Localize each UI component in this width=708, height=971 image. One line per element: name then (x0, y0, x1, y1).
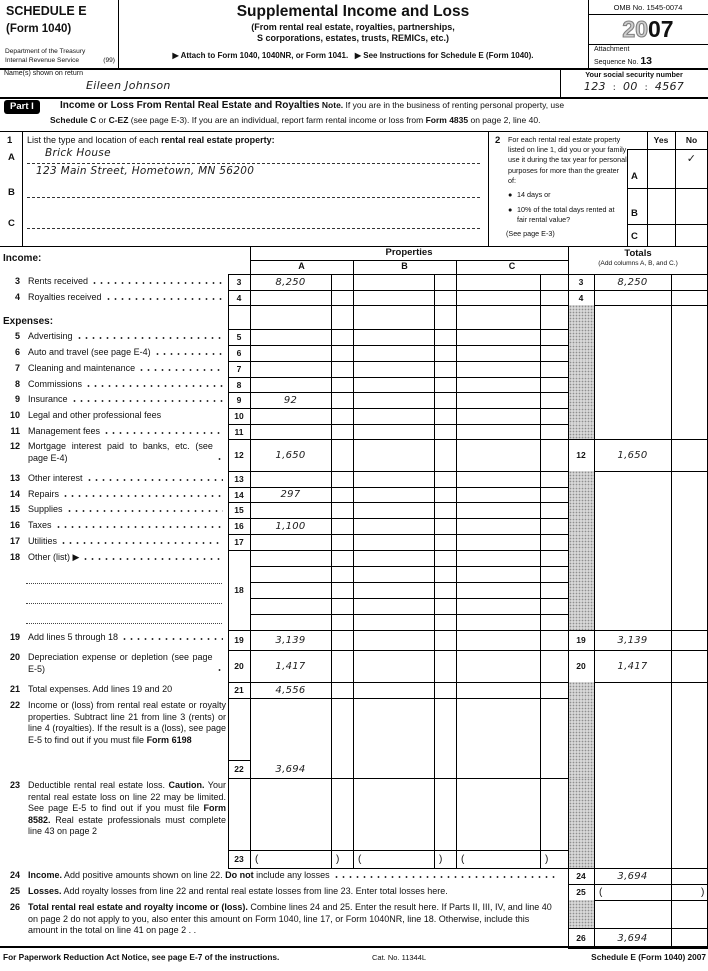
line-26-total-amount[interactable]: 3,694 (617, 932, 648, 944)
line-12-totals-number: 12 (576, 450, 586, 460)
ssn-separator: : (609, 83, 620, 93)
answer-a-no-cell[interactable]: ✓ (686, 152, 697, 165)
property-column-header-A: A (298, 261, 305, 271)
grid-line (228, 361, 568, 362)
dept-99: (99) (103, 57, 115, 64)
ssn-part3: 4567 (654, 80, 685, 93)
bullet-dot: ● (508, 205, 513, 214)
line-6-label: 6 Auto and travel (see page E-4) (0, 345, 228, 361)
answer-row-c-letter: C (631, 231, 638, 242)
line-15-label: 15 Supplies (0, 502, 228, 518)
grid-line (228, 502, 568, 503)
line-17-number: 17 (234, 537, 244, 547)
line-24-totals-number: 24 (576, 871, 586, 881)
line-9-label: 9 Insurance (0, 392, 228, 408)
line-19-totals-number: 19 (576, 635, 586, 645)
ssn-label: Your social security number (585, 70, 683, 79)
open-paren: ( (255, 853, 259, 865)
line-20-label: 20 Depreciation expense or depletion (see page E-5) (0, 650, 228, 682)
property-column-header-C: C (508, 261, 516, 271)
grid-line (568, 246, 569, 948)
name-label: Name(s) shown on return (4, 70, 83, 77)
attach-text: ▶ Attach to Form 1040, 1040NR, or Form 1041. (172, 51, 349, 60)
line-20-total-amount[interactable]: 1,417 (617, 660, 648, 672)
answer-row-a-letter: A (631, 171, 638, 182)
entry-line[interactable] (26, 622, 222, 624)
entry-line[interactable] (27, 184, 480, 198)
grid-line (228, 290, 568, 291)
line-13-label: 13 Other interest (0, 471, 228, 487)
line-12-total-amount[interactable]: 1,650 (617, 449, 648, 461)
line-21-col-a-amount[interactable]: 4,556 (275, 684, 306, 696)
line-20-col-a-amount[interactable]: 1,417 (275, 660, 306, 672)
line1-number: 1 (7, 135, 13, 146)
line-15-number: 15 (234, 505, 244, 515)
totals-subheader: (Add columns A, B, and C.) (598, 260, 678, 267)
line-22-col-a-amount[interactable]: 3,694 (275, 763, 306, 775)
expenses-section-label: Expenses: (3, 316, 54, 327)
line-16-label: 16 Taxes (0, 518, 228, 534)
line-3-total-amount[interactable]: 8,250 (617, 276, 648, 288)
open-paren: ( (461, 853, 465, 865)
tax-year (588, 15, 708, 43)
line-12-number: 12 (234, 450, 244, 460)
schedule-label: SCHEDULE E (6, 4, 87, 18)
grid-line (456, 260, 457, 868)
bullet-dot: ● (508, 190, 513, 199)
line-18-label: 18 Other (list) ▶ (0, 550, 228, 630)
no-column-header: No (685, 135, 698, 145)
line-23-number: 23 (234, 854, 244, 864)
grid-line (569, 534, 594, 550)
grid-line (569, 518, 594, 534)
open-paren: ( (599, 886, 603, 898)
income-section-label: Income: (3, 253, 42, 264)
grid-line (228, 305, 568, 306)
taxpayer-name-field[interactable]: Eileen Johnson (86, 79, 171, 92)
yes-column-header: Yes (653, 135, 669, 145)
paperwork-notice: For Paperwork Reduction Act Notice, see page E-7 of the instructions. (3, 952, 280, 962)
answer-row-b-letter: B (631, 208, 638, 219)
line-14-col-a-amount[interactable]: 297 (280, 489, 301, 500)
line-21-number: 21 (234, 685, 244, 695)
grid-line (594, 274, 595, 948)
subtitle-line2: S corporations, estates, trusts, REMICs, etc.) (256, 33, 450, 43)
line-12-col-a-amount[interactable]: 1,650 (275, 449, 306, 461)
grid-line (228, 471, 568, 472)
grid-line (228, 345, 568, 346)
grid-line (228, 424, 568, 425)
name-row (0, 68, 708, 99)
see-instructions-text: ▶ See Instructions for Schedule E (Form 1040). (354, 51, 534, 60)
line-4-number: 4 (236, 292, 242, 303)
line-3-totals-number: 3 (578, 277, 584, 287)
grid-line (250, 598, 568, 599)
line-17-label: 17 Utilities (0, 534, 228, 550)
grid-line (569, 698, 594, 778)
grid-line (569, 778, 594, 868)
grid-line (228, 778, 568, 779)
divider (627, 224, 708, 225)
line1-label: List the type and location of each rental real estate property: (27, 135, 275, 145)
form-number-label: (Form 1040) (6, 23, 72, 35)
grid-line (569, 345, 594, 361)
ssn-part2: 00 (623, 80, 638, 93)
divider (588, 44, 708, 45)
line-19-col-a-amount[interactable]: 3,139 (275, 634, 306, 646)
part1-heading (0, 97, 708, 131)
grid-line (569, 392, 594, 408)
divider (627, 188, 708, 189)
grid-line (569, 900, 594, 928)
divider (627, 149, 708, 150)
line-26-label: 26 Total rental real estate and royalty income or (loss). Combine lines 24 and 25. Enter the result here. If Parts II, III, IV, and line 40 on page 2 do not apply to you, also enter this amount on Form 1040, line 17, or Form 1040NR, line 18. Otherwise, include this amount in the total on line 41 on page 2 . . (9, 902, 552, 935)
catalog-number: Cat. No. 11344L (372, 953, 427, 962)
sequence-number: 13 (640, 55, 653, 67)
line-3-col-a-amount[interactable]: 8,250 (275, 276, 306, 288)
line-22-number: 22 (234, 764, 244, 774)
property-a-address-field[interactable]: 123 Main Street, Hometown, MN 56200 (36, 165, 255, 177)
line-25-label: 25 Losses. Add royalty losses from line 22 and rental real estate losses from line 23. Enter total losses here. (9, 886, 448, 896)
ssn-field[interactable] (560, 80, 708, 93)
line-25-totals-number: 25 (576, 887, 586, 897)
grid-line (250, 246, 251, 868)
line-3-label: 3 Rents received (0, 274, 228, 290)
line-19-total-amount[interactable]: 3,139 (617, 634, 648, 646)
grid-line (250, 566, 568, 567)
grid-line (250, 260, 568, 261)
entry-line[interactable] (26, 602, 222, 604)
line-16-number: 16 (234, 521, 244, 531)
divider (488, 132, 489, 246)
year-suffix: 07 (648, 16, 674, 42)
property-a-name-field[interactable]: Brick House (45, 147, 111, 159)
subtitle-line1: (From rental real estate, royalties, partnerships, (251, 22, 455, 32)
line-24-label: 24 Income. Add positive amounts shown on line 22. Do not include any losses (0, 868, 560, 884)
grid-line (250, 582, 568, 583)
grid-line (331, 274, 332, 868)
form-header (0, 0, 708, 70)
line-8-number: 8 (236, 379, 242, 390)
part1-note1: Note. If you are in the business of renting personal property, use (321, 100, 565, 110)
line-11-label: 11 Management fees (0, 424, 228, 439)
line-23-label: 23 Deductible rental real estate loss. Caution. Your rental real estate loss on line 22 may be limited. See page E-5 to find out if you must file Form 8582. Real estate professionals must complete line 43 on page 2 (9, 780, 226, 836)
grid-line (228, 850, 568, 851)
line2-number: 2 (495, 135, 501, 146)
form-footer-title: Schedule E (Form 1040) 2007 (591, 952, 706, 962)
grid-line (569, 424, 594, 439)
line-7-label: 7 Cleaning and maintenance (0, 361, 228, 377)
line-21-label: 21 Total expenses. Add lines 19 and 20 (9, 684, 173, 694)
divider (627, 149, 628, 246)
close-paren: ) (439, 853, 443, 865)
part1-note2: Schedule C or C-EZ (see page E-3). If you are an individual, report farm rental income or loss from Form 4835 on page 2, line 40. (50, 115, 541, 125)
grid-line (569, 502, 594, 518)
line-10-label: 10 Legal and other professional fees (9, 410, 162, 420)
line-19-label: 19 Add lines 5 through 18 (0, 630, 228, 650)
line-26-totals-number: 26 (576, 933, 586, 943)
grid-line (0, 946, 708, 948)
close-paren: ) (336, 853, 340, 865)
property-b-letter: B (8, 187, 15, 198)
grid-line (228, 274, 229, 868)
line-12-label: 12 Mortgage interest paid to banks, etc. (see page E-4) (0, 439, 228, 471)
divider (22, 132, 23, 246)
close-paren: ) (701, 886, 705, 898)
property-section (0, 131, 708, 247)
dept-line2 (5, 57, 115, 64)
grid-line (250, 614, 568, 615)
sequence-label (594, 55, 652, 67)
grid-line (228, 550, 568, 551)
line-20-totals-number: 20 (576, 661, 586, 671)
properties-header: Properties (385, 247, 433, 258)
line-20-number: 20 (234, 661, 244, 671)
part1-title: Income or Loss From Rental Real Estate and Royalties (60, 100, 320, 111)
grid-line (569, 487, 594, 502)
open-paren: ( (358, 853, 362, 865)
year-prefix: 20 (622, 16, 648, 42)
grid-line (569, 361, 594, 377)
property-c-letter: C (8, 218, 15, 229)
line2-bullet2: 10% of the total days rented at fair rental value? (517, 205, 615, 225)
grid-line (569, 377, 594, 392)
line-10-number: 10 (234, 411, 244, 421)
grid-line (228, 698, 568, 699)
grid-line (228, 408, 568, 409)
ssn-separator: : (641, 83, 652, 93)
grid-line (434, 274, 435, 868)
line-6-number: 6 (236, 348, 242, 358)
line-22-label: 22 Income or (loss) from rental real estate or royalty properties. Subtract line 21 from line 3 (rents) or line 4 (royalties). If the result is a (loss), see page E-5 to find out if you must file Form 6198 (9, 700, 226, 745)
grid-line (540, 274, 541, 868)
line-19-number: 19 (234, 635, 244, 645)
grid-line (569, 329, 594, 345)
grid-line (569, 550, 594, 630)
totals-header: Totals (624, 248, 652, 259)
line-18-number: 18 (234, 585, 244, 595)
line-4-label: 4 Royalties received (0, 290, 228, 305)
dept-line1: Department of the Treasury (5, 48, 86, 55)
grid-line (569, 408, 594, 424)
entry-line[interactable] (27, 150, 480, 164)
grid-line (0, 246, 708, 247)
page-title: Supplemental Income and Loss (236, 3, 470, 20)
grid-line (569, 682, 594, 698)
grid-line (671, 274, 672, 948)
line-9-col-a-amount[interactable]: 92 (283, 394, 298, 406)
grid-line (353, 260, 354, 868)
property-column-header-B: B (401, 261, 408, 271)
line-16-col-a-amount[interactable]: 1,100 (275, 520, 306, 532)
dept-line2-text: Internal Revenue Service (5, 57, 80, 64)
part1-badge: Part I (4, 100, 40, 114)
attachment-label: Attachment (594, 46, 630, 53)
line-7-number: 7 (236, 364, 242, 374)
part1-title-line (60, 100, 704, 111)
attach-instructions (118, 51, 588, 60)
line-3-number: 3 (236, 277, 242, 287)
grid-line (569, 471, 594, 487)
form-footer (0, 950, 708, 970)
grid-line (228, 534, 568, 535)
line-11-number: 11 (234, 426, 244, 437)
grid-line (228, 377, 568, 378)
omb-number: OMB No. 1545-0074 (613, 3, 683, 12)
grid-line (228, 329, 568, 330)
line-13-number: 13 (234, 474, 244, 484)
line-9-number: 9 (236, 395, 242, 405)
line-14-number: 14 (234, 489, 244, 500)
entry-line[interactable] (27, 215, 480, 229)
grid-line (568, 948, 708, 949)
line2-see-page: (See page E-3) (506, 229, 555, 238)
property-a-letter: A (8, 152, 15, 163)
line-14-label: 14 Repairs (0, 487, 228, 502)
line-5-number: 5 (236, 332, 242, 342)
close-paren: ) (545, 853, 549, 865)
line2-question: For each rental real estate property listed on line 1, did you or your family use it during the tax year for personal purposes for more than the greater of: (508, 135, 627, 185)
grid-line (569, 305, 594, 329)
entry-line[interactable] (26, 582, 222, 584)
line-8-label: 8 Commissions (0, 377, 228, 392)
line-4-totals-number: 4 (578, 292, 584, 303)
ssn-part1: 123 (583, 80, 606, 93)
income-expense-table (0, 246, 708, 948)
line-24-total-amount[interactable]: 3,694 (617, 870, 648, 882)
line-5-label: 5 Advertising (0, 329, 228, 345)
sequence-text: Sequence No. (594, 59, 639, 66)
line2-bullet1: 14 days or (517, 190, 551, 199)
